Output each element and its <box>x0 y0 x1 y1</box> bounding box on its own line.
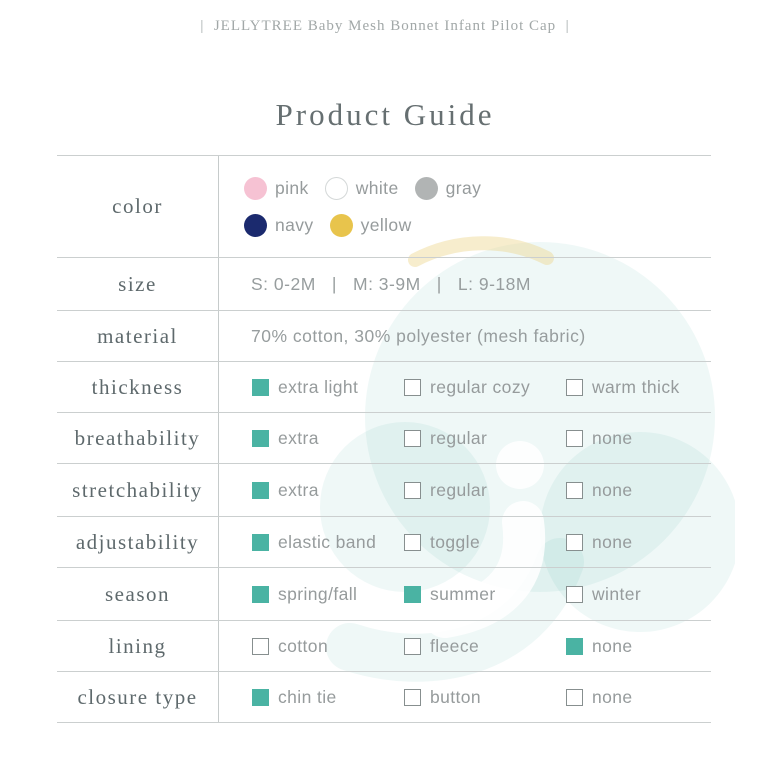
white-color-dot-icon <box>325 177 348 200</box>
row-label: breathability <box>57 413 219 463</box>
option-label: fleece <box>430 635 480 656</box>
row-content <box>219 156 711 257</box>
checkbox-unchecked-icon <box>566 534 583 551</box>
material-value: 70% cotton, 30% polyester (mesh fabric) <box>251 325 586 346</box>
option-label: extra <box>278 479 319 500</box>
checkbox-checked-icon <box>252 534 269 551</box>
option-button <box>404 687 566 708</box>
row-content <box>219 621 711 671</box>
option-label: none <box>592 531 633 552</box>
option-label: chin tie <box>278 686 337 707</box>
option-none <box>566 532 711 553</box>
option-none <box>566 687 711 708</box>
checkbox-unchecked-icon <box>566 482 583 499</box>
checkbox-unchecked-icon <box>404 534 421 551</box>
option-elastic-band <box>252 532 404 553</box>
option-none <box>566 636 711 657</box>
option-regular-cozy <box>404 377 566 398</box>
row-content <box>219 413 711 463</box>
option-extra <box>252 480 404 501</box>
option-extra-light <box>252 377 404 398</box>
option-extra <box>252 428 404 449</box>
row-content <box>219 362 711 412</box>
option-label: regular <box>430 479 488 500</box>
color-name: pink <box>275 177 309 198</box>
pink-color-dot-icon <box>244 177 267 200</box>
color-name: yellow <box>360 214 412 235</box>
brand-tagline: | JELLYTREE Baby Mesh Bonnet Infant Pilot Cap | <box>200 18 570 34</box>
option-none <box>566 480 711 501</box>
spec-row-size <box>57 258 711 311</box>
row-content <box>219 311 711 361</box>
option-label: spring/fall <box>278 583 358 604</box>
option-spring-fall <box>252 584 404 605</box>
spec-row-stretchability <box>57 464 711 517</box>
option-label: none <box>592 427 633 448</box>
spec-row-adjustability <box>57 517 711 568</box>
option-label: summer <box>430 583 496 604</box>
color-swatch-pink <box>244 177 309 200</box>
spec-row-breathability <box>57 413 711 464</box>
spec-row-material <box>57 311 711 362</box>
spec-row-color <box>57 156 711 258</box>
checkbox-unchecked-icon <box>404 482 421 499</box>
checkbox-checked-icon <box>566 638 583 655</box>
option-winter <box>566 584 711 605</box>
checkbox-checked-icon <box>252 689 269 706</box>
option-regular <box>404 480 566 501</box>
option-label: extra <box>278 427 319 448</box>
checkbox-unchecked-icon <box>404 430 421 447</box>
checkbox-unchecked-icon <box>566 430 583 447</box>
swatch-line <box>244 214 428 237</box>
row-label: size <box>57 258 219 310</box>
checkbox-unchecked-icon <box>566 689 583 706</box>
color-name: white <box>355 177 399 198</box>
spec-row-lining <box>57 621 711 672</box>
row-content <box>219 568 711 620</box>
row-label: material <box>57 311 219 361</box>
yellow-color-dot-icon <box>330 214 353 237</box>
row-label: color <box>57 156 219 257</box>
option-toggle <box>404 532 566 553</box>
row-label: lining <box>57 621 219 671</box>
option-cotton <box>252 636 404 657</box>
option-chin-tie <box>252 687 404 708</box>
color-swatch-navy <box>244 214 314 237</box>
checkbox-unchecked-icon <box>404 689 421 706</box>
row-content <box>219 258 711 310</box>
checkbox-checked-icon <box>404 586 421 603</box>
option-label: extra light <box>278 376 359 397</box>
checkbox-unchecked-icon <box>566 586 583 603</box>
size-value: S: 0-2M | M: 3-9M | L: 9-18M <box>251 273 531 294</box>
checkbox-unchecked-icon <box>404 638 421 655</box>
row-label: adjustability <box>57 517 219 567</box>
color-name: navy <box>275 214 314 235</box>
row-label: season <box>57 568 219 620</box>
checkbox-checked-icon <box>252 430 269 447</box>
option-label: none <box>592 479 633 500</box>
checkbox-checked-icon <box>252 586 269 603</box>
checkbox-unchecked-icon <box>404 379 421 396</box>
option-label: elastic band <box>278 531 377 552</box>
color-swatch-yellow <box>330 214 412 237</box>
option-label: toggle <box>430 531 481 552</box>
option-label: button <box>430 686 482 707</box>
checkbox-unchecked-icon <box>252 638 269 655</box>
option-fleece <box>404 636 566 657</box>
color-name: gray <box>445 177 482 198</box>
spec-row-season <box>57 568 711 621</box>
option-regular <box>404 428 566 449</box>
option-label: cotton <box>278 635 329 656</box>
row-content <box>219 672 711 722</box>
option-label: none <box>592 686 633 707</box>
swatch-line <box>244 177 497 200</box>
option-label: none <box>592 635 633 656</box>
option-none <box>566 428 711 449</box>
spec-row-thickness <box>57 362 711 413</box>
row-content <box>219 464 711 516</box>
spec-row-closure-type <box>57 672 711 723</box>
option-label: winter <box>592 583 642 604</box>
gray-color-dot-icon <box>415 177 438 200</box>
page-title: Product Guide <box>275 97 495 132</box>
checkbox-unchecked-icon <box>566 379 583 396</box>
product-spec-table <box>57 155 711 723</box>
row-label: stretchability <box>57 464 219 516</box>
row-label: thickness <box>57 362 219 412</box>
option-warm-thick <box>566 377 711 398</box>
color-swatch-white <box>325 177 399 200</box>
option-label: regular cozy <box>430 376 531 397</box>
color-swatch-gray <box>415 177 482 200</box>
row-label: closure type <box>57 672 219 722</box>
checkbox-checked-icon <box>252 379 269 396</box>
option-label: warm thick <box>592 376 680 397</box>
checkbox-checked-icon <box>252 482 269 499</box>
option-summer <box>404 584 566 605</box>
navy-color-dot-icon <box>244 214 267 237</box>
option-label: regular <box>430 427 488 448</box>
row-content <box>219 517 711 567</box>
